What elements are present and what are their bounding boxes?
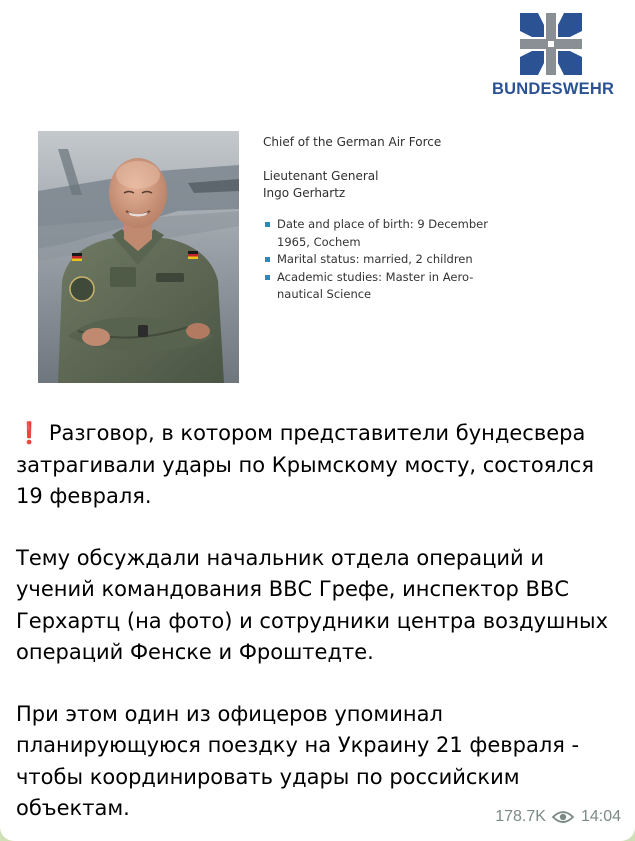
profile-rank-name (263, 168, 523, 202)
detail-marital: Marital status: married, 2 children (263, 251, 523, 269)
message-time: 14:04 (580, 808, 621, 825)
detail-studies: Academic studies: Master in Aero- nautical Science (263, 269, 523, 304)
attached-image[interactable] (0, 0, 635, 402)
profile-details-list (263, 216, 523, 304)
logo-wordmark: BUNDESWEHR (492, 80, 615, 98)
eye-icon (552, 810, 574, 824)
detail-birth: Date and place of birth: 9 December 1965, Cochem (263, 216, 523, 251)
message-paragraph-2: Тему обсуждали начальник отдела операций и учений командования ВВС Грефе, инспектор ВВС Герхартц (на фото) и сотрудники центра воздушных операций Фенске и Фроштедте. (16, 545, 609, 664)
exclamation-icon: ❗ (16, 421, 43, 445)
message-text (16, 418, 621, 825)
iron-cross-logo-icon (520, 13, 582, 75)
portrait-photo (38, 131, 239, 383)
profile-info (263, 134, 523, 304)
profile-rank: Lieutenant General (263, 169, 379, 183)
message-meta (495, 807, 621, 827)
bundeswehr-logo (492, 10, 615, 102)
message-paragraph-1: ❗ Разговор, в котором представители бундесвера затрагивали удары по Крымскому мосту, состоялся 19 февраля. (16, 421, 594, 508)
view-count: 178.7K (495, 808, 546, 825)
profile-role: Chief of the German Air Force (263, 135, 442, 149)
message-paragraph-3: При этом один из офицеров упоминал планирующуюся поездку на Украину 21 февраля - чтобы координировать удары по российским объектам. (16, 701, 580, 820)
profile-name: Ingo Gerhartz (263, 186, 346, 200)
